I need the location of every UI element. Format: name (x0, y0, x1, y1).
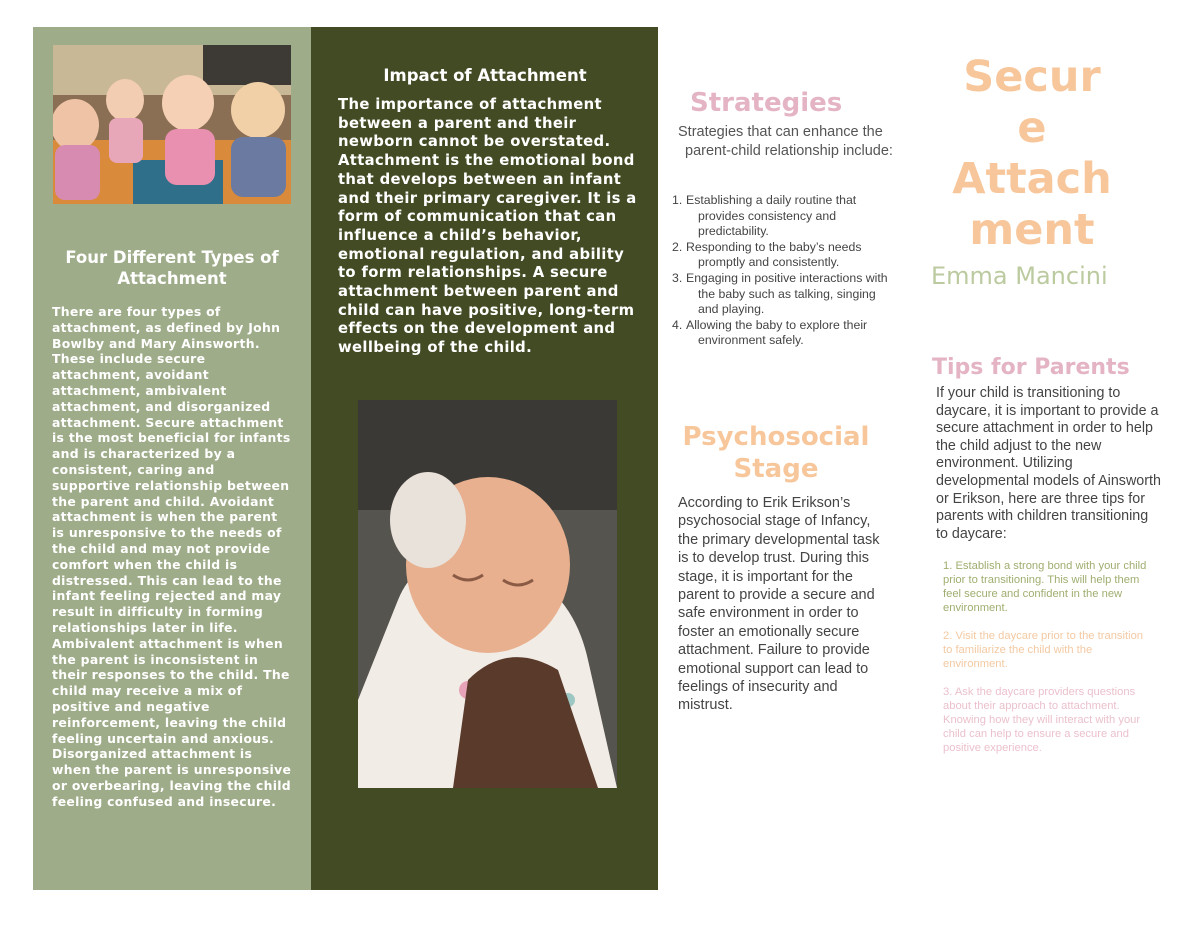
list-item: 3. Engaging in positive interactions with the baby such as talking, singing and playing. (672, 270, 888, 317)
impact-heading: Impact of Attachment (383, 66, 587, 85)
toddlers-playing-photo-icon (53, 45, 291, 204)
list-item: 2. Responding to the baby’s needs promptly and consistently. (672, 239, 862, 270)
tip-item: 3. Ask the daycare providers questions about their approach to attachment. Knowing how they will interact with your child can help to ensure a secure and positive experience. (943, 686, 1141, 754)
sleeping-newborn-photo-icon (358, 400, 617, 788)
attachment-types-body: There are four types of attachment, as defined by John Bowlby and Mary Ainsworth. These include secure attachment, avoidant attachment, ambivalent attachment, and disorganized attachment. Secure attachment is the most beneficial for infants and is characterized by a consistent, caring and supportive relationship between the parent and child. Avoidant attachment is when the parent is unresponsive to the needs of the child and may not provide comfort when the child is distressed. This can lead to the infant feeling rejected and may result in difficulty in forming relationships later in life. Ambivalent attachment is when the parent is inconsistent in their responses to the child. The child may receive a mix of positive and negative reinforcement, leaving the child feeling uncertain and anxious. Disorganized attachment is when the parent is unresponsive or overbearing, leaving the child feeling confused and insecure. (52, 304, 292, 809)
list-item: 4. Allowing the baby to explore their environment safely. (672, 317, 868, 348)
strategies-intro: Strategies that can enhance the parent-child relationship include: (678, 124, 893, 159)
tips-heading: Tips for Parents (932, 355, 1130, 380)
strategies-heading: Strategies (690, 88, 843, 118)
list-item: 1. Establishing a daily routine that provides consistency and predictability. (672, 193, 857, 239)
psychosocial-heading: Psychosocial Stage (682, 422, 870, 484)
strategies-list (672, 193, 892, 349)
tip-item: 2. Visit the daycare prior to the transition to familiarize the child with the environment. (943, 630, 1144, 670)
psychosocial-body: According to Erik Erikson’s psychosocial stage of Infancy, the primary developmental task is to develop trust. During this stage, it is important for the parent to provide a secure and safe environment in order to foster an emotionally secure attachment. Failure to provide emotional support can lead to feelings of insecurity and mistrust. (678, 495, 880, 714)
impact-body: The importance of attachment between a parent and their newborn cannot be overstated. Attachment is the emotional bond that develops between an infant and their primary caregiver. It is a form of communication that can influence a child’s behavior, emotional regulation, and ability to form relationships. A secure attachment between parent and child can have positive, long-term effects on the development and wellbeing of the child. (338, 96, 637, 357)
tip-item: 1. Establish a strong bond with your child prior to transitioning. This will help them feel secure and confident in the new environment. (943, 560, 1147, 614)
brochure-title: Secur e Attach ment (952, 52, 1112, 255)
author-name: Emma Mancini (931, 262, 1108, 290)
attachment-types-heading: Four Different Types of Attachment (65, 248, 279, 288)
tips-intro: If your child is transitioning to daycare, it is important to provide a secure attachment in order to help the child adjust to the new environment. Utilizing developmental models of Ainsworth or Erikson, here are three tips for parents with children transitioning to daycare: (936, 385, 1161, 542)
